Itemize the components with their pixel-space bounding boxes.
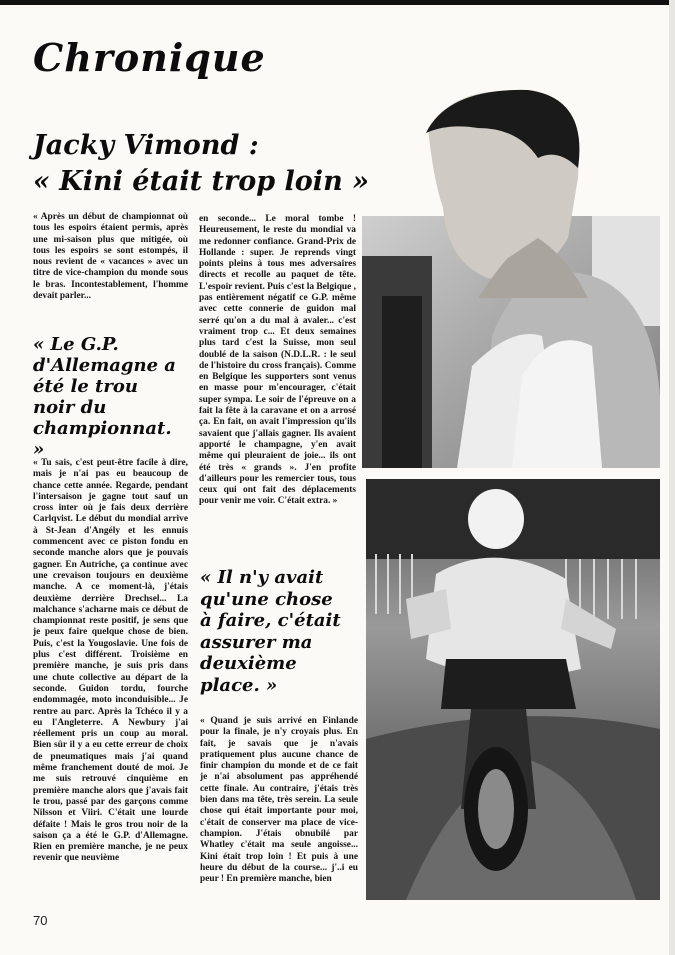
article-headline bbox=[33, 128, 433, 200]
headline-line-1: Jacky Vimond : bbox=[33, 130, 259, 161]
pull-quote-2: « Il n'y avait qu'une chose à faire, c'était assurer ma deuxième place. » bbox=[200, 567, 341, 696]
column-1-body bbox=[33, 458, 188, 906]
column-1-text: « Tu sais, c'est peut-être facile à dire, mais je n'ai pas eu beaucoup de chance cette année. Regarde, pendant l'intersaison je gagne tout sauf un cross inter où je fais deux derrière Carlqvist. Le début du mondial arrive à St-Jean d'Angély et les ennuis commencent avec ce piston fondu en seconde manche alors que je pouvais gagner. En Autriche, ça continue avec une crevaison toujours en deuxième manche. A ce moment-là, j'étais deuxième derrière Drechsel... La malchance s'acharne mais ce début de championnat reste positif, je sens que je peux faire quelque chose de bien. Puis, c'est la Yougoslavie. Une fois de plus c'est différent. Troisième en première manche, je suis pris dans une chute collective au départ de la seconde. Guidon tordu, fourche endommagée, moto inconduisible... Je rentre au parc. Après la Tchéco il y a eu l'Angleterre. A Newbury j'ai réellement pris un coup au moral. Bien sûr il y a eu cette erreur de choix de pneumatiques mais j'ai quand même franchement douté de moi. Je me suis retrouvé cinquième en première manche alors que j'avais fait le trou, passé par des garçons comme Nilsson et Viiri. C'était une lourde défaite ! Mais le gros trou noir de la saison ça a été le G.P. d'Allemagne. Rien en première manche, je ne peux revenir que neuvième bbox=[33, 458, 188, 864]
column-2-body bbox=[199, 214, 356, 554]
top-rule bbox=[0, 0, 675, 5]
column-2-bottom bbox=[200, 716, 358, 906]
motocross-photo bbox=[366, 479, 660, 900]
section-title: Chronique bbox=[33, 35, 266, 80]
page-edge bbox=[669, 0, 675, 955]
headline-line-2: « Kini était trop loin » bbox=[33, 166, 369, 197]
portrait-head bbox=[418, 88, 588, 298]
intro-text: « Après un début de championnat où tous les espoirs étaient permis, après une mi-saison plus que mitigée, où tous les espoirs se sont estompés, il nous revient de « vacances » avec un titre de vice-champion du monde sous le bras. Incontestablement, l'homme devait parler... bbox=[33, 212, 188, 302]
pull-quote-1: « Le G.P. d'Allemagne a été le trou noir du championnat. » bbox=[33, 334, 176, 460]
column-2-bottom-text: « Quand je suis arrivé en Finlande pour la finale, je n'y croyais plus. En fait, je savais que je n'avais pratiquement plus aucune chance de finir champion du monde et de ce fait je n'ai absolument pas appréhendé cette finale. Au contraire, j'étais très bien dans ma tête, très serein. La seule chose qui était importante pour moi, c'était de conserver ma place de vice-champion. J'étais obnubilé par Whatley c'était ma seule angoisse... Kini était trop loin ! Et puis à une heure du début de la course... j'..i eu peur ! En première manche, bien bbox=[200, 716, 358, 885]
page-number: 70 bbox=[33, 913, 48, 928]
column-2-text: en seconde... Le moral tombe ! Heureusement, le reste du mondial va me redonner confiance. Grand-Prix de Hollande : super. Je reprends vingt points pleins à tous mes adversaires directs et recolle au paquet de tête. L'espoir revient. Puis c'est la Belgique , pas entièrement négatif ce G.P. même avec cette connerie de guidon mal serré qu'on a du mal à avaler... c'est vraiment trop c... Et deux semaines plus tard c'est la Suisse, mon seul doublé de la saison (N.D.L.R. : le seul de l'histoire du cross français). Comme en Belgique les supporters sont venus en masse pour m'encourager, c'était super sympa. Le soir de l'épreuve on a fait la fête à la caravane et on a arrosé ça. En fait, on avait l'impression qu'ils savaient que j'allais gagner. Ils avaient apporté le champagne, y'en avait même qui pleuraient de joie... ils ont été très « grands ». J'en profite d'ailleurs pour les remercier tous, tous ceux qui ont fait des déplacements pour venir me voir. C'était extra. » bbox=[199, 214, 356, 507]
intro-paragraph bbox=[33, 212, 188, 328]
